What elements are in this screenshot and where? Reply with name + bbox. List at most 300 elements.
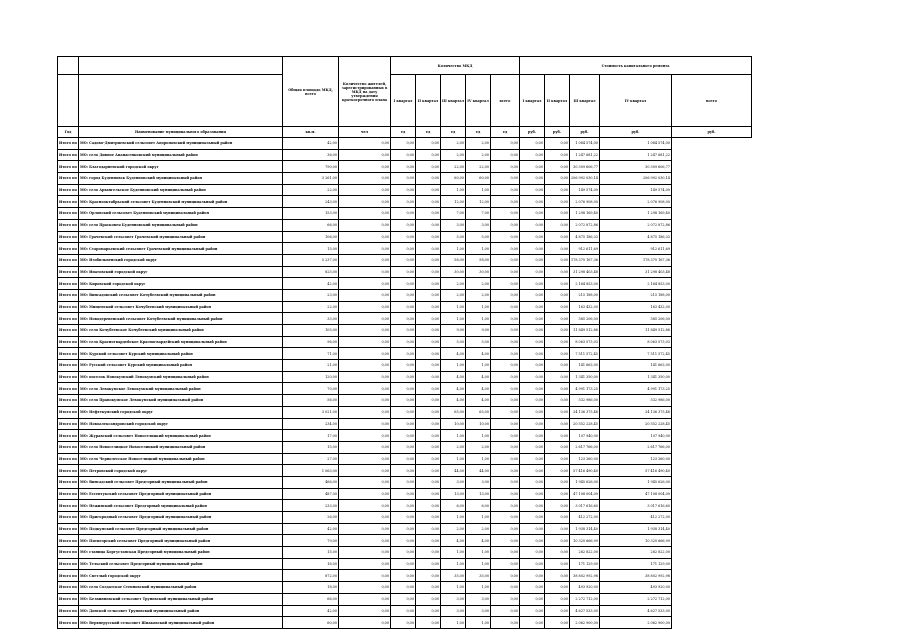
table-row (58, 547, 752, 559)
value-cell: 0,00 (520, 173, 545, 185)
value-cell: 0,00 (491, 360, 520, 372)
table-row (58, 570, 752, 582)
value-cell: 5,00 (441, 231, 466, 243)
value-cell: 0,00 (491, 512, 520, 524)
row-total-label: Итого по (58, 196, 79, 208)
table-row (58, 500, 752, 512)
value-cell: 1,00 (466, 617, 491, 629)
table-row (58, 605, 752, 617)
value-cell: 123 360,00 (570, 453, 600, 465)
value-cell: 0,00 (491, 605, 520, 617)
value-cell: 234,00 (283, 418, 339, 430)
value-cell: 4,00 (441, 348, 466, 360)
value-cell: 0,00 (416, 523, 441, 535)
value-cell: 4,00 (466, 371, 491, 383)
value-cell: 0,00 (339, 371, 391, 383)
value-cell: 466,00 (283, 476, 339, 488)
value-cell: 0,00 (491, 371, 520, 383)
value-cell: 4 991 173,25 (599, 383, 671, 395)
value-cell: 0,00 (520, 593, 545, 605)
value-cell: 0,00 (491, 313, 520, 325)
value-cell: 0,00 (391, 289, 416, 301)
value-cell: 31 298 403,48 (599, 266, 671, 278)
value-cell: 1,00 (441, 453, 466, 465)
value-cell: 0,00 (339, 406, 391, 418)
municipality-name: МО: село Чернолесское Новоселицкий муниципальный район (79, 453, 283, 465)
value-cell: 34 136 375,46 (599, 406, 671, 418)
row-total-label: Итого по (58, 219, 79, 231)
row-total-label: Итого по (58, 535, 79, 547)
value-cell: 2,00 (466, 149, 491, 161)
row-total-label: Итого по (58, 301, 79, 313)
table-row (58, 231, 752, 243)
value-cell: 0,00 (339, 605, 391, 617)
municipality-name: МО: село Красногвардейское Красногвардейский муниципальный район (79, 336, 283, 348)
value-cell: 0,00 (391, 219, 416, 231)
value-cell: 0,00 (339, 149, 391, 161)
value-cell: 0,00 (416, 547, 441, 559)
table-row (58, 418, 752, 430)
value-cell: 12,00 (466, 196, 491, 208)
value-cell: 0,00 (416, 208, 441, 220)
value-cell: 2,00 (466, 278, 491, 290)
value-cell: 0,00 (520, 582, 545, 594)
value-cell: 58,00 (466, 254, 491, 266)
value-cell: 0,00 (520, 512, 545, 524)
value-cell: 0,00 (416, 138, 441, 150)
value-cell: 0,00 (520, 383, 545, 395)
row-total-label: Итого по (58, 325, 79, 337)
value-cell: 0,00 (339, 243, 391, 255)
value-cell: 0,00 (491, 617, 520, 629)
value-cell: 0,00 (520, 558, 545, 570)
header-blank-name (79, 57, 283, 75)
value-cell: 1,00 (466, 453, 491, 465)
value-cell: 4,00 (466, 383, 491, 395)
value-cell: 0,00 (491, 231, 520, 243)
value-cell: 0,00 (416, 441, 441, 453)
table-row (58, 219, 752, 231)
value-cell: 0,00 (416, 512, 441, 524)
unit-cell: руб. (671, 127, 751, 138)
value-cell: 3 261,00 (283, 173, 339, 185)
municipality-name: МО: село Левокумское Левокумский муниципальный район (79, 383, 283, 395)
value-cell: 0,00 (416, 617, 441, 629)
value-cell: 1,00 (466, 582, 491, 594)
value-cell: 0,00 (545, 476, 570, 488)
value-cell: 0,00 (545, 500, 570, 512)
value-cell: 0,00 (545, 465, 570, 477)
value-cell: 15,00 (283, 547, 339, 559)
value-cell: 0,00 (545, 570, 570, 582)
table-row (58, 488, 752, 500)
table-row (58, 325, 752, 337)
municipality-name: МО: Ипатовский городской округ (79, 266, 283, 278)
value-cell: 412 272,00 (599, 512, 671, 524)
value-cell: 0,00 (416, 558, 441, 570)
value-cell: 30 309 606,77 (570, 161, 600, 173)
value-cell: 3 017 616,60 (599, 500, 671, 512)
value-cell: 2,00 (441, 138, 466, 150)
value-cell: 22,00 (283, 301, 339, 313)
value-cell: 0,00 (545, 582, 570, 594)
value-cell: 790,00 (283, 161, 339, 173)
value-cell: 0,00 (520, 184, 545, 196)
value-cell: 0,00 (391, 383, 416, 395)
value-cell: 7 511 572,45 (599, 348, 671, 360)
value-cell: 0,00 (520, 336, 545, 348)
value-cell: 178 370 167,36 (570, 254, 600, 266)
value-cell: 0,00 (391, 500, 416, 512)
value-cell: 0,00 (391, 184, 416, 196)
value-cell: 215 188,00 (570, 289, 600, 301)
municipality-name: МО: Старомарьевский сельсовет Грачевский муниципальный район (79, 243, 283, 255)
value-cell: 2 164 853,00 (570, 278, 600, 290)
value-cell: 3 017 616,60 (570, 500, 600, 512)
value-cell: 4 627 533,00 (570, 605, 600, 617)
value-cell: 0,00 (391, 348, 416, 360)
value-cell: 1 341 350,00 (599, 371, 671, 383)
value-cell: 141 663,00 (570, 360, 600, 372)
table-row (58, 406, 752, 418)
value-cell: 2,00 (466, 523, 491, 535)
value-cell: 4 627 533,00 (599, 605, 671, 617)
value-cell: 0,00 (545, 325, 570, 337)
row-total-label: Итого по (58, 360, 79, 372)
unit-cell: кв.м. (283, 127, 339, 138)
value-cell: 0,00 (491, 348, 520, 360)
row-total-label: Итого по (58, 570, 79, 582)
value-cell: 1,00 (466, 547, 491, 559)
value-cell: 30,00 (466, 266, 491, 278)
row-total-label: Итого по (58, 395, 79, 407)
value-cell: 872,00 (283, 570, 339, 582)
value-cell: 0,00 (416, 301, 441, 313)
municipality-name: МО: Подкумский сельсовет Предгорный муниципальный район (79, 523, 283, 535)
value-cell: 0,00 (545, 605, 570, 617)
value-cell: 0,00 (416, 476, 441, 488)
value-cell: 0,00 (520, 325, 545, 337)
unit-cell: ед (416, 127, 441, 138)
value-cell: 0,00 (520, 149, 545, 161)
value-cell: 30,00 (441, 266, 466, 278)
value-cell: 0,00 (391, 301, 416, 313)
value-cell: 0,00 (491, 418, 520, 430)
value-cell: 2 072 872,86 (599, 219, 671, 231)
value-cell: 412 272,00 (570, 512, 600, 524)
value-cell: 0,00 (491, 406, 520, 418)
municipality-name: МО: село Кочубеевское Кочубеевский муниципальный район (79, 325, 283, 337)
row-total-label: Итого по (58, 313, 79, 325)
value-cell: 0,00 (520, 476, 545, 488)
value-cell: 0,00 (416, 406, 441, 418)
value-cell: 7,00 (441, 208, 466, 220)
value-cell: 0,00 (545, 254, 570, 266)
value-cell: 6,00 (466, 500, 491, 512)
value-cell: 3,00 (441, 476, 466, 488)
value-cell: 0,00 (491, 161, 520, 173)
value-cell: 1,00 (466, 512, 491, 524)
table-row (58, 149, 752, 161)
value-cell: 42,00 (283, 278, 339, 290)
municipality-name: МО: Курский сельсовет Курский муниципальный район (79, 348, 283, 360)
value-cell: 0,00 (339, 325, 391, 337)
value-cell: 0,00 (391, 325, 416, 337)
value-cell: 4,00 (441, 383, 466, 395)
unit-cell: руб. (545, 127, 570, 138)
value-cell: 13,00 (466, 488, 491, 500)
value-cell: 0,00 (416, 348, 441, 360)
value-cell: 487,00 (283, 488, 339, 500)
value-cell: 585 206,00 (599, 313, 671, 325)
header-blank-year (58, 57, 79, 75)
value-cell: 0,00 (339, 582, 391, 594)
value-cell: 36,00 (283, 149, 339, 161)
value-cell: 0,00 (520, 360, 545, 372)
value-cell: 1,00 (466, 430, 491, 442)
municipality-name: МО: село Правокумское Левокумский муниципальный район (79, 395, 283, 407)
value-cell: 0,00 (391, 582, 416, 594)
municipality-name: МО: Верхнерусский сельсовет Шпаковский муниципальный район (79, 617, 283, 629)
value-cell: 0,00 (339, 558, 391, 570)
value-cell: 71,00 (283, 348, 339, 360)
value-cell: 0,00 (491, 558, 520, 570)
value-cell: 38 802 992,98 (570, 570, 600, 582)
value-cell: 0,00 (520, 254, 545, 266)
value-cell: 47 108 004,00 (570, 488, 600, 500)
header-cost-q2: II квартал (545, 75, 570, 127)
unit-cell: чел (339, 127, 391, 138)
value-cell: 0,00 (391, 570, 416, 582)
value-cell: 0,00 (391, 617, 416, 629)
value-cell: 0,00 (491, 488, 520, 500)
value-cell: 0,00 (391, 418, 416, 430)
value-cell: 22,00 (441, 161, 466, 173)
value-cell: 493 920,00 (570, 582, 600, 594)
value-cell: 0,00 (491, 500, 520, 512)
row-total-label: Итого по (58, 465, 79, 477)
unit-cell: руб. (570, 127, 600, 138)
value-cell: 2 617 766,00 (570, 441, 600, 453)
value-cell: 1,00 (466, 184, 491, 196)
value-cell: 2 617 766,00 (599, 441, 671, 453)
value-cell: 66,00 (283, 593, 339, 605)
value-cell: 10,00 (441, 418, 466, 430)
value-cell: 0,00 (520, 535, 545, 547)
municipality-name: МО: Мищенский сельсовет Кочубеевский муниципальный район (79, 301, 283, 313)
header-cost-total: всего (671, 75, 751, 127)
value-cell: 0,00 (416, 383, 441, 395)
unit-cell: ед (491, 127, 520, 138)
value-cell: 0,00 (545, 289, 570, 301)
value-cell: 4 991 173,25 (570, 383, 600, 395)
value-cell: 0,00 (391, 558, 416, 570)
value-cell: 0,00 (491, 395, 520, 407)
table-row (58, 558, 752, 570)
value-cell: 0,00 (491, 138, 520, 150)
value-cell: 1 084 574,00 (599, 138, 671, 150)
value-cell: 0,00 (391, 593, 416, 605)
value-cell: 0,00 (520, 266, 545, 278)
value-cell: 0,00 (520, 289, 545, 301)
row-total-label: Итого по (58, 278, 79, 290)
value-cell: 243,00 (283, 196, 339, 208)
value-cell: 38 802 992,98 (599, 570, 671, 582)
value-cell: 0,00 (416, 196, 441, 208)
row-total-label: Итого по (58, 184, 79, 196)
value-cell: 153,00 (283, 208, 339, 220)
value-cell: 1 341 350,00 (570, 371, 600, 383)
header-cost-q4: IV квартал (599, 75, 671, 127)
value-cell: 0,00 (416, 535, 441, 547)
municipality-name: МО: Изобильненский городской округ (79, 254, 283, 266)
value-cell: 0,00 (416, 289, 441, 301)
value-cell: 1,00 (441, 617, 466, 629)
value-cell: 6,00 (441, 500, 466, 512)
value-cell: 0,00 (339, 418, 391, 430)
row-total-label: Итого по (58, 383, 79, 395)
value-cell: 0,00 (416, 605, 441, 617)
value-cell: 2 076 908,00 (599, 196, 671, 208)
table-row (58, 441, 752, 453)
value-cell: 0,00 (520, 219, 545, 231)
value-cell: 0,00 (391, 371, 416, 383)
value-cell: 0,00 (520, 278, 545, 290)
value-cell: 2 272 712,00 (570, 593, 600, 605)
table-row (58, 161, 752, 173)
value-cell: 1,00 (466, 243, 491, 255)
value-cell: 11 849 512,86 (570, 325, 600, 337)
value-cell: 0,00 (520, 231, 545, 243)
table-row (58, 184, 752, 196)
value-cell: 0,00 (491, 208, 520, 220)
value-cell: 493 920,00 (599, 582, 671, 594)
value-cell: 57 416 490,40 (570, 465, 600, 477)
row-total-label: Итого по (58, 582, 79, 594)
value-cell: 0,00 (391, 231, 416, 243)
value-cell: 0,00 (491, 196, 520, 208)
value-cell: 0,00 (339, 348, 391, 360)
value-cell: 0,00 (391, 441, 416, 453)
value-cell: 0,00 (391, 173, 416, 185)
value-cell: 21,00 (283, 360, 339, 372)
municipality-name: МО: Новодеревенский сельсовет Кочубеевский муниципальный район (79, 313, 283, 325)
unit-cell: ед (466, 127, 491, 138)
value-cell: 7,00 (466, 208, 491, 220)
value-cell: 0,00 (339, 301, 391, 313)
value-cell: 0,00 (391, 254, 416, 266)
municipality-name: МО: Светлый городской округ (79, 570, 283, 582)
row-total-label: Итого по (58, 593, 79, 605)
value-cell: 0,00 (545, 558, 570, 570)
header-mkd-q2: II квартал (416, 75, 441, 127)
value-cell: 120,00 (283, 371, 339, 383)
value-cell: 233,00 (283, 500, 339, 512)
value-cell: 0,00 (339, 430, 391, 442)
municipality-name: МО: Краснооктябрьский сельсовет Буденновский муниципальный район (79, 196, 283, 208)
value-cell: 0,00 (339, 336, 391, 348)
value-cell: 1 945 626,00 (570, 476, 600, 488)
value-cell: 0,00 (416, 219, 441, 231)
value-cell: 4 875 186,33 (570, 231, 600, 243)
value-cell: 0,00 (520, 243, 545, 255)
table-row (58, 617, 752, 629)
unit-cell: руб. (520, 127, 545, 138)
value-cell: 4 875 186,33 (599, 231, 671, 243)
value-cell: 0,00 (391, 535, 416, 547)
value-cell: 0,00 (491, 593, 520, 605)
value-cell: 0,00 (491, 430, 520, 442)
municipality-name: МО: Новоалександровский городской округ (79, 418, 283, 430)
value-cell: 0,00 (339, 219, 391, 231)
value-cell: 20 552 228,45 (570, 418, 600, 430)
value-cell: 0,00 (491, 465, 520, 477)
value-cell: 96,00 (283, 336, 339, 348)
value-cell: 15,00 (283, 243, 339, 255)
value-cell: 2 164 853,00 (599, 278, 671, 290)
value-cell: 0,00 (545, 488, 570, 500)
value-cell: 0,00 (545, 313, 570, 325)
value-cell: 0,00 (416, 243, 441, 255)
value-cell: 0,00 (339, 266, 391, 278)
value-cell: 30 309 606,77 (599, 161, 671, 173)
value-cell: 0,00 (416, 418, 441, 430)
value-cell: 0,00 (339, 570, 391, 582)
value-cell: 0,00 (391, 512, 416, 524)
value-cell: 532 986,00 (570, 395, 600, 407)
value-cell: 1,00 (466, 360, 491, 372)
table-row (58, 208, 752, 220)
value-cell: 2 072 872,86 (570, 219, 600, 231)
value-cell: 0,00 (391, 313, 416, 325)
value-cell: 2,00 (441, 278, 466, 290)
unit-cell: руб. (599, 127, 671, 138)
value-cell: 0,00 (391, 336, 416, 348)
municipality-name: МО: Кировский городской округ (79, 278, 283, 290)
header-row-units (58, 127, 752, 138)
value-cell: 2,00 (466, 138, 491, 150)
value-cell: 0,00 (339, 395, 391, 407)
value-cell: 123 360,00 (599, 453, 671, 465)
value-cell: 7 511 572,45 (570, 348, 600, 360)
value-cell: 0,00 (491, 325, 520, 337)
value-cell: 1 063,00 (283, 465, 339, 477)
value-cell: 10 320 666,99 (599, 535, 671, 547)
value-cell: 0,00 (339, 278, 391, 290)
value-cell: 0,00 (391, 138, 416, 150)
value-cell: 1 247 681,22 (599, 149, 671, 161)
value-cell: 2,00 (441, 289, 466, 301)
value-cell: 0,00 (391, 208, 416, 220)
value-cell: 0,00 (520, 570, 545, 582)
value-cell: 11 849 512,86 (599, 325, 671, 337)
unit-cell: ед (391, 127, 416, 138)
value-cell: 0,00 (491, 184, 520, 196)
municipality-name: МО: Садово-Дмитриевский сельсовет Андроповский муниципальный район (79, 138, 283, 150)
value-cell: 0,00 (391, 196, 416, 208)
value-cell: 0,00 (545, 547, 570, 559)
header-cost-q1: I квартал (520, 75, 545, 127)
value-cell: 0,00 (416, 395, 441, 407)
value-cell: 0,00 (339, 138, 391, 150)
municipality-name: МО: село Прасковея Буденновский муниципальный район (79, 219, 283, 231)
value-cell: 0,00 (520, 605, 545, 617)
table-row (58, 523, 752, 535)
value-cell: 532 986,00 (599, 395, 671, 407)
row-total-label: Итого по (58, 208, 79, 220)
value-cell: 3 021,00 (283, 406, 339, 418)
table-row (58, 254, 752, 266)
